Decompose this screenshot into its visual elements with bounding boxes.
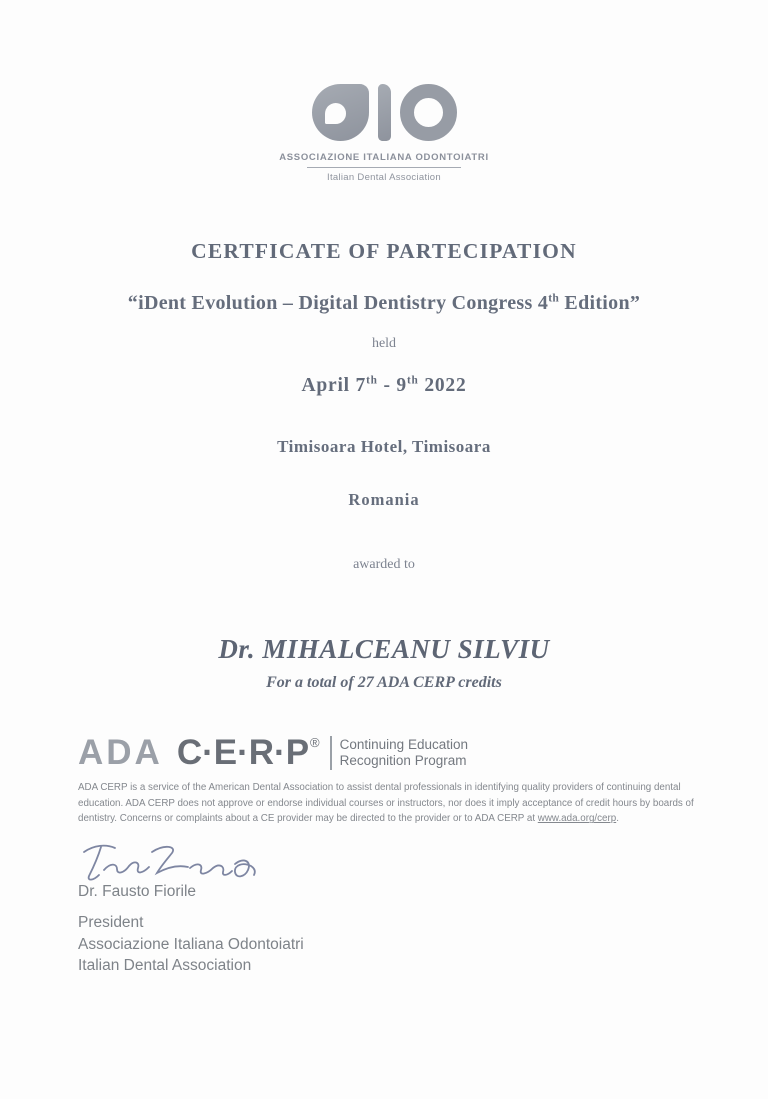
aio-logo-icon (0, 84, 768, 141)
signer-org-italian: Associazione Italiana Odontoiatri (78, 935, 304, 953)
ada-cerp-url: www.ada.org/cerp (537, 813, 617, 825)
event-date: April 7th - 9th 2022 (301, 374, 467, 396)
recipient-name: Dr. MIHALCEANU SILVIU (218, 634, 550, 664)
event-country: Romania (348, 490, 420, 509)
aio-letter-i-icon (378, 84, 391, 141)
ada-cerp-tagline: Continuing Education Recognition Program (339, 737, 468, 768)
ada-wordmark: ADA (78, 733, 163, 772)
logo-org-name-italian: ASSOCIAZIONE ITALIANA ODONTOIATRI (279, 152, 489, 163)
signer-titles (78, 912, 304, 977)
ada-logo-divider (330, 736, 332, 770)
aio-letter-o-icon (400, 84, 457, 141)
logo-divider (307, 167, 461, 168)
registered-trademark-icon: ® (310, 735, 320, 750)
logo-org-name-english: Italian Dental Association (327, 172, 441, 183)
event-title: “iDent Evolution – Digital Dentistry Congress 4th Edition” (127, 291, 641, 314)
event-venue: Timisoara Hotel, Timisoara (277, 437, 491, 456)
signer-role: President (78, 914, 144, 931)
certificate-title: CERTFICATE OF PARTECIPATION (191, 239, 577, 263)
credits-line: For a total of 27 ADA CERP credits (266, 674, 502, 691)
signer-name: Dr. Fausto Fiorile (78, 883, 197, 900)
ada-cerp-logo (78, 733, 468, 773)
awarded-to-label: awarded to (353, 557, 415, 572)
aio-letter-a-icon (312, 84, 369, 141)
ada-cerp-disclaimer: ADA CERP is a service of the American Dental Association to assist dental professionals in identifying quality providers of continuing dental education. ADA CERP does not approve or endorse individual courses or instructors, nor does it imply acceptance of credit hours by boards of dentistry. Concerns or complaints about a CE provider may be directed to the provider or to ADA CERP at www.ada.org/cerp. (78, 782, 694, 825)
signature-icon (80, 840, 260, 884)
held-label: held (371, 336, 397, 351)
signer-org-english: Italian Dental Association (78, 957, 252, 975)
cerp-wordmark: C·E·R·P (176, 733, 310, 772)
